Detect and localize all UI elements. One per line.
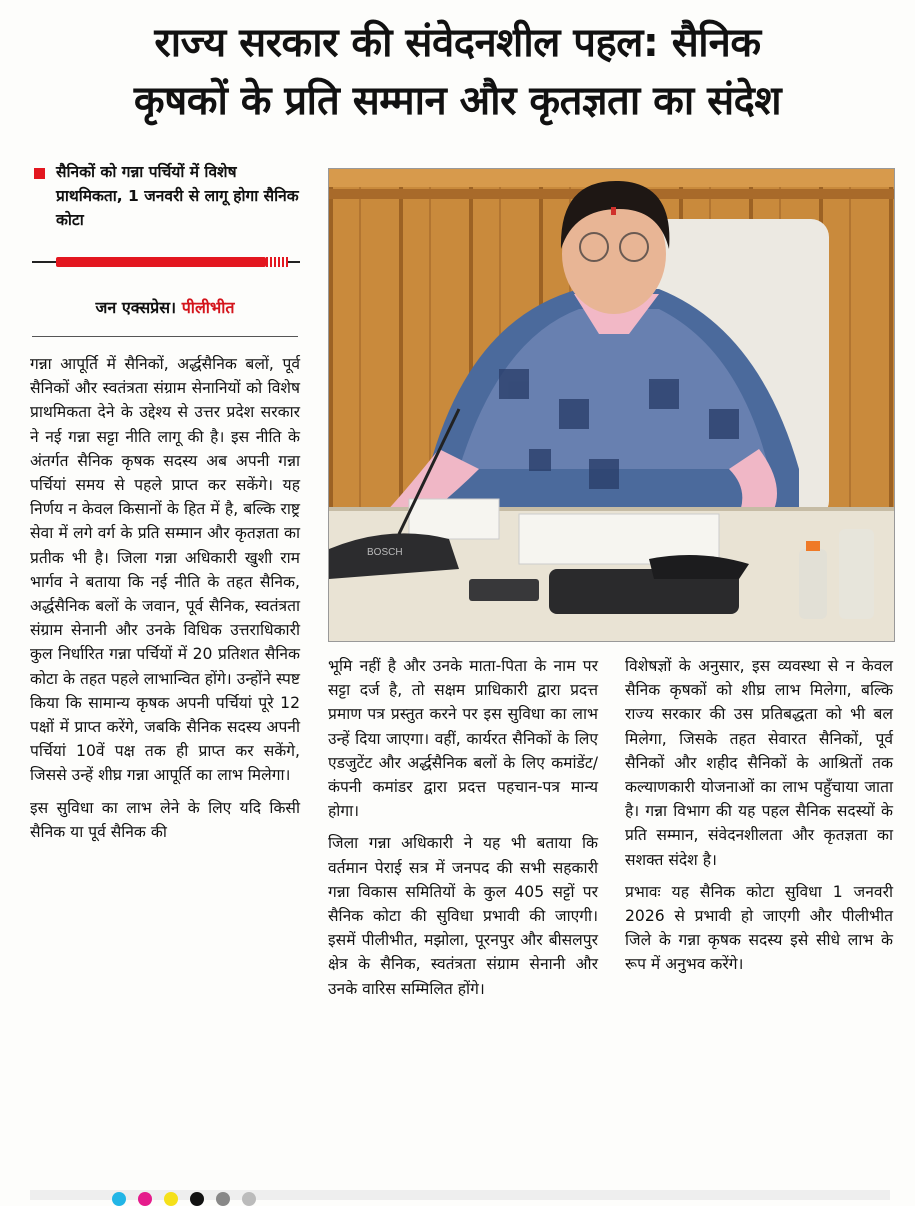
gray-registration-dot-icon [216, 1192, 230, 1206]
column-3-paragraph-2: प्रभावः यह सैनिक कोटा सुविधा 1 जनवरी 2026 से प्रभावी हो जाएगी और पीलीभीत जिले के गन्ना कृषक सदस्य इसे सीधे लाभ के रूप में अनुभव करेंगे। [625, 882, 893, 974]
light-gray-registration-dot-icon [242, 1192, 256, 1206]
column-3-paragraph-1: विशेषज्ञों के अनुसार, इस व्यवस्था से न केवल सैनिक कृषकों को शीघ्र लाभ मिलेगा, बल्कि राज्य सरकार की उस प्रतिबद्धता को भी बल मिलेगा, जिसके तहत सेवारत सैनिकों, पूर्व सैनिकों और शहीद सैनिकों के आश्रितों तक कल्याणकारी योजनाओं का लाभ पहुँचाया जाता है। गन्ना विभाग की यह पहल सैनिक सदस्यों के प्रति सम्मान, संवेदनशीलता और कृतज्ञता का सशक्त संदेश है। [625, 657, 893, 869]
byline-source: जन एक्सप्रेस। [95, 298, 177, 317]
yellow-registration-dot-icon [164, 1192, 178, 1206]
column-1-paragraph-2: इस सुविधा का लाभ लेने के लिए यदि किसी सैनिक या पूर्व सैनिक की [30, 798, 300, 841]
news-photo [328, 168, 895, 642]
black-registration-dot-icon [190, 1192, 204, 1206]
decorative-red-rule [32, 255, 300, 269]
magenta-registration-dot-icon [138, 1192, 152, 1206]
subhead: सैनिकों को गन्ना पर्चियों में विशेष प्राथमिकता, 1 जनवरी से लागू होगा सैनिक कोटा [56, 163, 299, 229]
byline [32, 296, 298, 337]
column-2-paragraph-1: भूमि नहीं है और उनके माता-पिता के नाम पर सट्टा दर्ज है, तो सक्षम प्राधिकारी द्वारा प्रदत्त प्रमाण पत्र प्रस्तुत करने पर इस सुविधा का लाभ उन्हें दिया जाएगा। वहीं, कार्यरत सैनिकों के लिए एडजुटेंट और अर्द्धसैनिक बलों के लिए कमांडेंट/कंपनी कमांडर द्वारा प्रदत्त पहचान-पत्र मान्य होगा। [328, 657, 598, 821]
article-column-1 [30, 352, 300, 852]
subhead-box [30, 160, 300, 232]
cyan-registration-dot-icon [112, 1192, 126, 1206]
print-color-bar [30, 1190, 890, 1200]
column-2-paragraph-2: जिला गन्ना अधिकारी ने यह भी बताया कि वर्तमान पेराई सत्र में जनपद की सभी सहकारी गन्ना विकास समितियों के कुल 405 सट्टों पर सैनिक कोटा की सुविधा प्रभावी की जाएगी। इसमें पीलीभीत, मझोला, पूरनपुर और बीसलपुर क्षेत्र के सैनिक, स्वतंत्रता संग्राम सेनानी और उनके वारिस सम्मिलित होंगे। [328, 834, 598, 998]
red-square-bullet-icon [34, 168, 45, 179]
article-column-2 [328, 654, 598, 1009]
official-at-desk-illustration [329, 169, 894, 641]
mic-brand-label: BOSCH [367, 547, 403, 558]
byline-place: पीलीभीत [181, 298, 235, 317]
headline-line-1: राज्य सरकार की संवेदनशील पहल: सैनिक [154, 20, 761, 66]
article-column-3 [625, 654, 893, 985]
headline [20, 14, 895, 130]
headline-line-2: कृषकों के प्रति सम्मान और कृतज्ञता का संदेश [133, 78, 782, 124]
column-1-paragraph-1: गन्ना आपूर्ति में सैनिकों, अर्द्धसैनिक बलों, पूर्व सैनिकों और स्वतंत्रता संग्राम सेनानियों को विशेष प्राथमिकता देने के उद्देश्य से उत्तर प्रदेश सरकार ने नई गन्ना सट्टा नीति लागू की है। इस नीति के अंतर्गत सैनिक कृषक सदस्य अब अपनी गन्ना पर्चियां समय से पहले प्राप्त कर सकेंगे। यह निर्णय न केवल किसानों के हित में है, बल्कि राष्ट्र सेवा में लगे वर्ग के प्रति सम्मान और कृतज्ञता का प्रतीक भी है। जिला गन्ना अधिकारी खुशी राम भार्गव ने बताया कि नई नीति के तहत सैनिक, अर्द्धसैनिक बलों के जवान, पूर्व सैनिक, स्वतंत्रता संग्राम सेनानी और उनके विधिक उत्तराधिकारी कुल निर्धारित गन्ना पर्चियों में 20 प्रतिशत सैनिक कोटा के तहत पहले लाभान्वित होंगे। उन्होंने स्पष्ट किया कि सामान्य कृषक अपनी पर्चियां पूरे 12 पक्षों में प्राप्त करेंगे, जबकि सैनिक सदस्य अपनी पर्चियां 10वें पक्ष तक ही प्राप्त कर सकेंगे, जिससे उन्हें शीघ्र गन्ना आपूर्ति का लाभ मिलेगा। [30, 355, 300, 785]
